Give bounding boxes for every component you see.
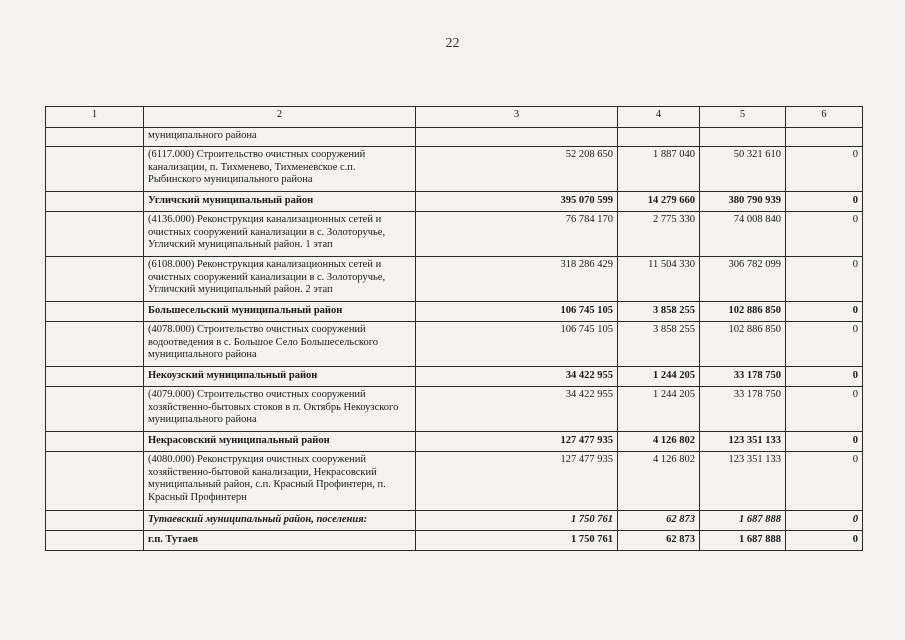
row-name-cell: Некрасовский муниципальный район [144, 432, 416, 452]
table-row [46, 128, 863, 147]
column-header-4: 4 [618, 107, 700, 128]
row-value-col4: 1 244 205 [618, 387, 700, 432]
table-row [46, 452, 863, 511]
row-value-col5: 102 886 850 [700, 322, 786, 367]
column-header-1: 1 [46, 107, 144, 128]
row-value-col4: 14 279 660 [618, 192, 700, 212]
table-row-subtotal [46, 302, 863, 322]
row-value-col4: 4 126 802 [618, 432, 700, 452]
row-value-col4: 62 873 [618, 511, 700, 531]
row-value-col5 [700, 128, 786, 147]
row-value-col6: 0 [786, 531, 863, 551]
row-value-col5: 1 687 888 [700, 531, 786, 551]
row-code-cell [46, 367, 144, 387]
row-value-col4: 1 244 205 [618, 367, 700, 387]
row-value-col4: 3 858 255 [618, 302, 700, 322]
row-value-col3: 1 750 761 [416, 531, 618, 551]
row-value-col5: 380 790 939 [700, 192, 786, 212]
row-value-col5: 50 321 610 [700, 147, 786, 192]
row-value-col6 [786, 128, 863, 147]
row-value-col6: 0 [786, 452, 863, 511]
column-header-2: 2 [144, 107, 416, 128]
row-value-col3: 106 745 105 [416, 302, 618, 322]
row-code-cell [46, 387, 144, 432]
row-value-col4: 62 873 [618, 531, 700, 551]
row-name-cell: Большесельский муниципальный район [144, 302, 416, 322]
table-header-row [46, 107, 863, 128]
table-row-subtotal [46, 432, 863, 452]
row-value-col4: 1 887 040 [618, 147, 700, 192]
row-value-col3: 395 070 599 [416, 192, 618, 212]
row-code-cell [46, 147, 144, 192]
row-value-col3: 127 477 935 [416, 452, 618, 511]
row-code-cell [46, 128, 144, 147]
row-code-cell [46, 257, 144, 302]
row-value-col6: 0 [786, 387, 863, 432]
row-value-col3: 106 745 105 [416, 322, 618, 367]
table-row [46, 212, 863, 257]
row-value-col4: 11 504 330 [618, 257, 700, 302]
row-value-col3: 76 784 170 [416, 212, 618, 257]
row-code-cell [46, 531, 144, 551]
row-code-cell [46, 322, 144, 367]
row-value-col5: 74 008 840 [700, 212, 786, 257]
row-name-cell: г.п. Тутаев [144, 531, 416, 551]
table-row-subtotal [46, 511, 863, 531]
page-number: 22 [445, 36, 460, 51]
row-name-cell: (4079.000) Строительство очистных сооружений хозяйственно-бытовых стоков в п. Октябрь Некоузского муниципального района [144, 387, 416, 432]
row-value-col6: 0 [786, 192, 863, 212]
row-value-col4 [618, 128, 700, 147]
row-value-col3: 127 477 935 [416, 432, 618, 452]
row-value-col5: 33 178 750 [700, 367, 786, 387]
row-value-col3: 1 750 761 [416, 511, 618, 531]
table-row [46, 387, 863, 432]
row-name-cell: Некоузский муниципальный район [144, 367, 416, 387]
row-value-col3 [416, 128, 618, 147]
row-name-cell: (4080.000) Реконструкция очистных сооружений хозяйственно-бытовой канализации, Некрасовский муниципальный район, с.п. Красный Профинтерн, п. Красный Профинтерн [144, 452, 416, 511]
budget-table [45, 106, 863, 551]
row-name-cell: муниципального района [144, 128, 416, 147]
row-value-col6: 0 [786, 257, 863, 302]
row-code-cell [46, 452, 144, 511]
row-value-col4: 4 126 802 [618, 452, 700, 511]
row-code-cell [46, 511, 144, 531]
row-name-cell: (4078.000) Строительство очистных сооружений водоотведения в с. Большое Село Большесельского муниципального района [144, 322, 416, 367]
table-row [46, 322, 863, 367]
row-code-cell [46, 432, 144, 452]
row-value-col5: 102 886 850 [700, 302, 786, 322]
row-value-col5: 1 687 888 [700, 511, 786, 531]
row-value-col5: 123 351 133 [700, 432, 786, 452]
row-value-col6: 0 [786, 302, 863, 322]
row-value-col3: 52 208 650 [416, 147, 618, 192]
row-value-col3: 34 422 955 [416, 387, 618, 432]
column-header-3: 3 [416, 107, 618, 128]
table-row-subtotal [46, 192, 863, 212]
table-row-subtotal [46, 531, 863, 551]
table-row [46, 257, 863, 302]
row-value-col4: 2 775 330 [618, 212, 700, 257]
row-value-col5: 33 178 750 [700, 387, 786, 432]
column-header-5: 5 [700, 107, 786, 128]
row-value-col3: 318 286 429 [416, 257, 618, 302]
table-row [46, 147, 863, 192]
row-name-cell: Угличский муниципальный район [144, 192, 416, 212]
row-name-cell: (6108.000) Реконструкция канализационных сетей и очистных сооружений канализации в с. Золоторучье, Угличский муниципальный район. 2 этап [144, 257, 416, 302]
row-name-cell: (4136.000) Реконструкция канализационных сетей и очистных сооружений канализации в с. Золоторучье, Угличский муниципальный район. 1 этап [144, 212, 416, 257]
row-value-col4: 3 858 255 [618, 322, 700, 367]
row-value-col6: 0 [786, 367, 863, 387]
table-row-subtotal [46, 367, 863, 387]
row-value-col6: 0 [786, 511, 863, 531]
row-name-cell: (6117.000) Строительство очистных сооружений канализации, п. Тихменево, Тихменевское с.п. Рыбинского муниципального района [144, 147, 416, 192]
row-code-cell [46, 212, 144, 257]
row-code-cell [46, 192, 144, 212]
row-code-cell [46, 302, 144, 322]
row-value-col6: 0 [786, 212, 863, 257]
column-header-6: 6 [786, 107, 863, 128]
row-value-col6: 0 [786, 432, 863, 452]
row-value-col6: 0 [786, 322, 863, 367]
row-value-col3: 34 422 955 [416, 367, 618, 387]
row-value-col5: 123 351 133 [700, 452, 786, 511]
row-value-col6: 0 [786, 147, 863, 192]
row-value-col5: 306 782 099 [700, 257, 786, 302]
row-name-cell: Тутаевский муниципальный район, поселения: [144, 511, 416, 531]
